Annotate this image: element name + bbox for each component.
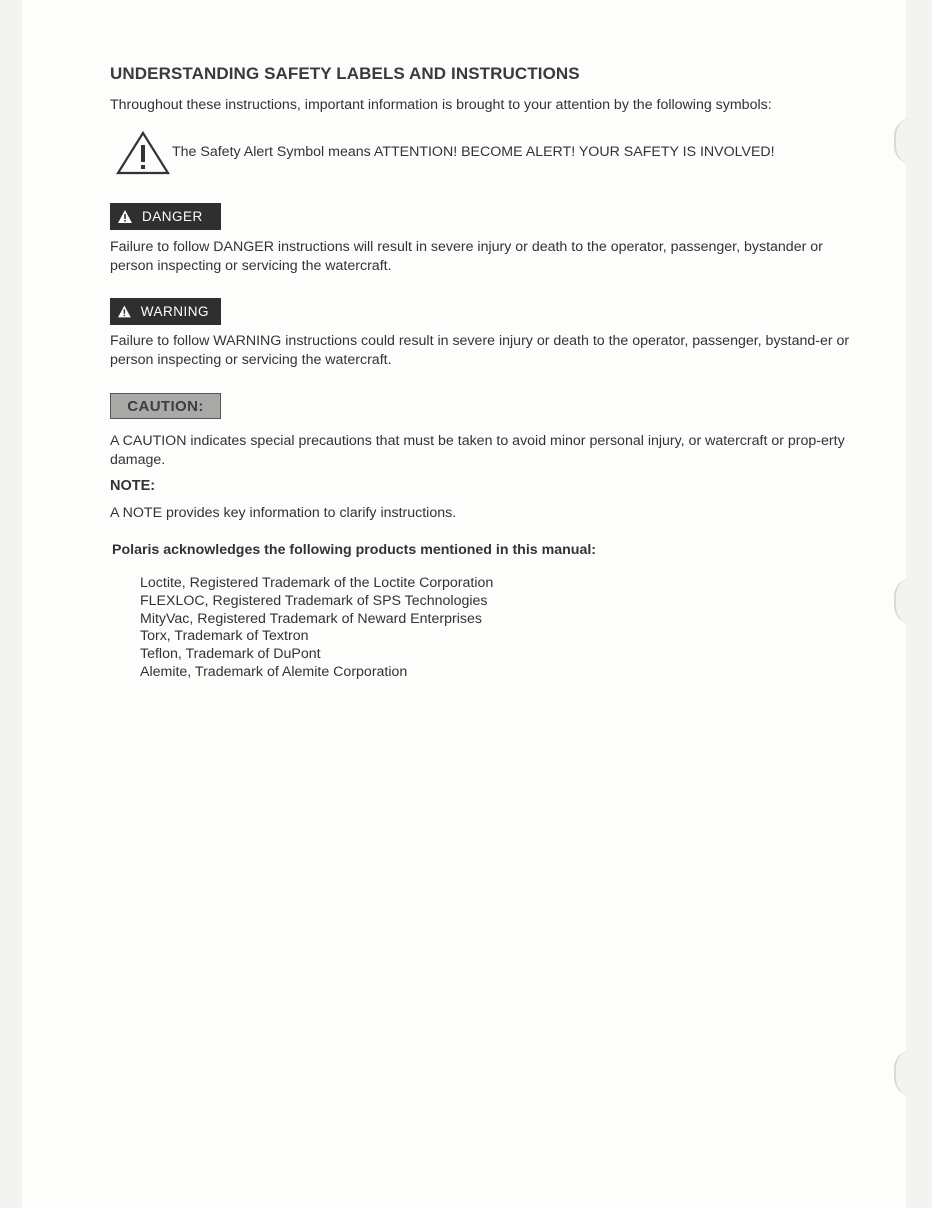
page-edge-notch xyxy=(894,578,914,624)
danger-label-text: DANGER xyxy=(142,209,203,224)
warning-label xyxy=(110,298,221,325)
acknowledgement-heading: Polaris acknowledges the following products mentioned in this manual: xyxy=(112,542,597,558)
warning-paragraph: Failure to follow WARNING instructions could result in severe injury or death to the operator, passenger, bystand-er or person inspecting or servicing the watercraft. xyxy=(110,333,850,368)
caution-paragraph: A CAUTION indicates special precautions that must be taken to avoid minor personal injury, or watercraft or prop-erty damage. xyxy=(110,433,845,468)
note-paragraph: A NOTE provides key information to clarify instructions. xyxy=(110,505,457,521)
caution-label xyxy=(110,393,221,419)
list-item: Loctite, Registered Trademark of the Loctite Corporation xyxy=(140,575,494,591)
page-edge-notch xyxy=(894,1050,914,1096)
trademark-list xyxy=(140,575,493,682)
list-item: Teflon, Trademark of DuPont xyxy=(140,646,321,663)
safety-alert-row xyxy=(116,130,856,176)
list-item: MityVac, Registered Trademark of Neward Enterprises xyxy=(140,610,482,627)
list-item: FLEXLOC, Registered Trademark of SPS Technologies xyxy=(140,592,488,609)
danger-label xyxy=(110,203,221,230)
warning-label-text: WARNING xyxy=(140,304,209,319)
list-item: Alemite, Trademark of Alemite Corporation xyxy=(140,663,408,680)
caution-label-text: CAUTION: xyxy=(127,397,204,415)
danger-paragraph: Failure to follow DANGER instructions will result in severe injury or death to the operator, passenger, bystander or person inspecting or servicing the watercraft. xyxy=(110,239,823,274)
warning-triangle-icon xyxy=(118,305,131,318)
page-title: UNDERSTANDING SAFETY LABELS AND INSTRUCTIONS xyxy=(110,64,580,83)
warning-triangle-icon xyxy=(118,210,132,223)
warning-triangle-icon xyxy=(116,130,170,176)
list-item: Torx, Trademark of Textron xyxy=(140,628,309,645)
intro-paragraph: Throughout these instructions, important information is brought to your attention by the following symbols: xyxy=(110,97,772,113)
safety-alert-text: The Safety Alert Symbol means ATTENTION! BECOME ALERT! YOUR SAFETY IS INVOLVED! xyxy=(172,144,775,160)
page-edge-notch xyxy=(894,118,914,164)
note-heading: NOTE: xyxy=(110,478,156,494)
